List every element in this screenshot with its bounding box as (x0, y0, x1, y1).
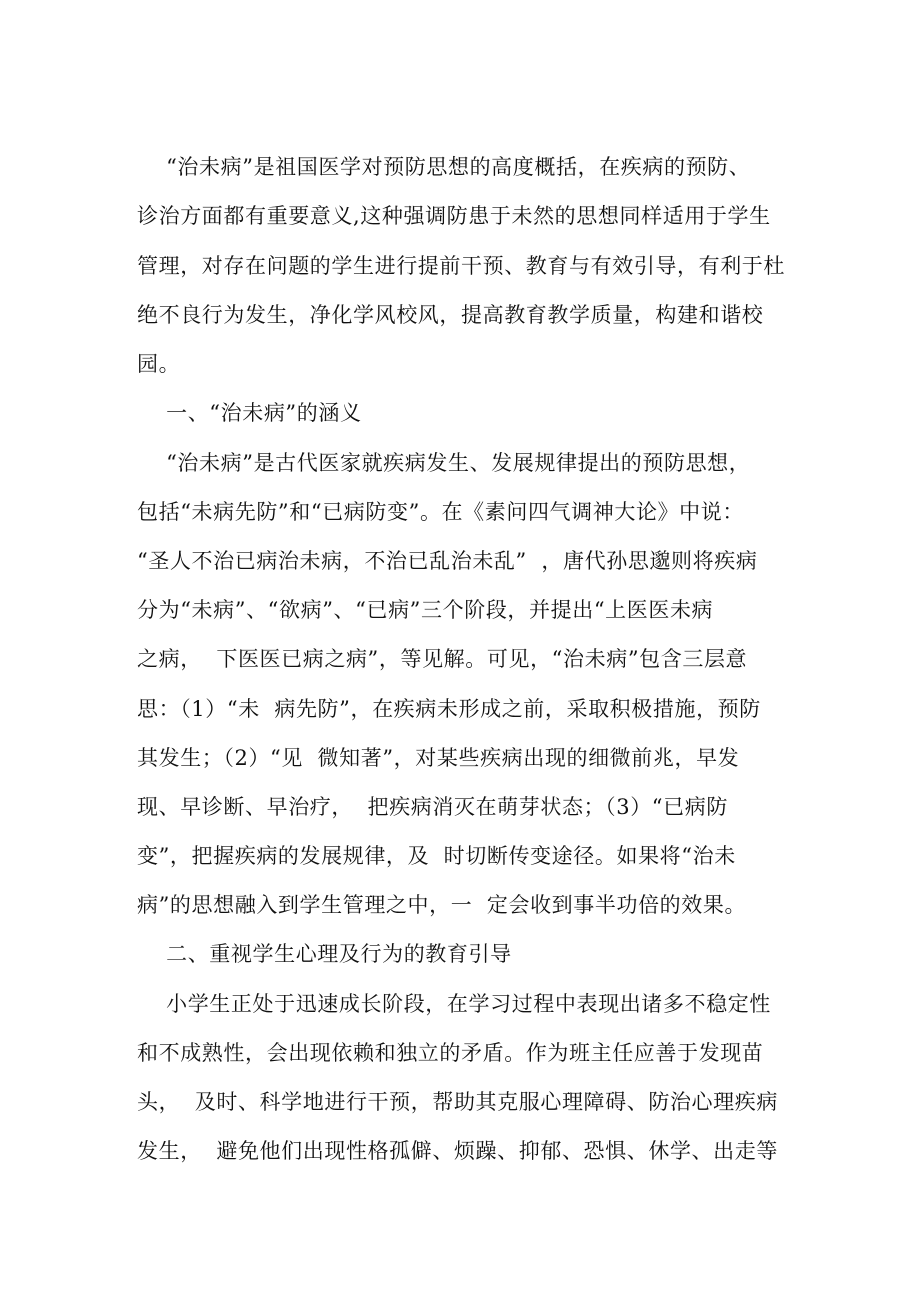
paragraph-3-line-3: 头， 及时、科学地进行干预，帮助其克服心理障碍、防治心理疾病 (137, 1090, 778, 1114)
section-heading-2: 二、重视学生心理及行为的教育引导 (137, 942, 512, 966)
paragraph-1-line-5: 园。 (137, 352, 181, 376)
paragraph-2-line-9: 变”，把握疾病的发展规律，及 时切断传变途径。如果将“治未 (137, 844, 736, 868)
paragraph-1-line-1: “治未病”是祖国医学对预防思想的高度概括，在疾病的预防、 (137, 155, 751, 179)
paragraph-2-line-4: 分为“未病”、“欲病”、“已病”三个阶段，并提出“上医医未病 (137, 598, 714, 622)
paragraph-1-line-3: 管理，对存在问题的学生进行提前干预、教育与有效引导，有利于杜 (137, 254, 785, 278)
paragraph-2-line-6: 思：（1）“未 病先防”，在疾病未形成之前，采取积极措施，预防 (137, 697, 761, 721)
paragraph-2-line-10: 病”的思想融入到学生管理之中，一 定会收到事半功倍的效果。 (137, 893, 747, 917)
paragraph-3-line-4: 发生， 避免他们出现性格孤僻、烦躁、抑郁、恐惧、休学、出走等 (137, 1139, 778, 1163)
section-heading-1: 一、“治未病”的涵义 (137, 401, 362, 425)
paragraph-3-line-2: 和不成熟性，会出现依赖和独立的矛盾。作为班主任应善于发现苗 (137, 1041, 764, 1065)
paragraph-2-line-7: 其发生；（2）“见 微知著”，对某些疾病出现的细微前兆，早发 (137, 746, 740, 770)
paragraph-2-line-3: “圣人不治已病治未病，不治已乱治未乱” ，唐代孙思邈则将疾病 (137, 549, 758, 573)
paragraph-3-line-1: 小学生正处于迅速成长阶段，在学习过程中表现出诸多不稳定性 (137, 992, 771, 1016)
paragraph-1-line-2: 诊治方面都有重要意义,这种强调防患于未然的思想同样适用于学生 (137, 204, 771, 228)
paragraph-2-line-1: “治未病”是古代医家就疾病发生、发展规律提出的预防思想， (137, 451, 751, 475)
paragraph-2-line-8: 现、早诊断、早治疗， 把疾病消灭在萌芽状态；（3）“已病防 (137, 795, 728, 819)
paragraph-1-line-4: 绝不良行为发生，净化学风校风，提高教育教学质量，构建和谐校 (137, 303, 764, 327)
paragraph-2-line-5: 之病， 下医医已病之病”，等见解。可见，“治未病”包含三层意 (137, 647, 748, 671)
paragraph-2-line-2: 包括“未病先防”和“已病防变”。在《素问四气调神大论》中说： (137, 500, 744, 524)
